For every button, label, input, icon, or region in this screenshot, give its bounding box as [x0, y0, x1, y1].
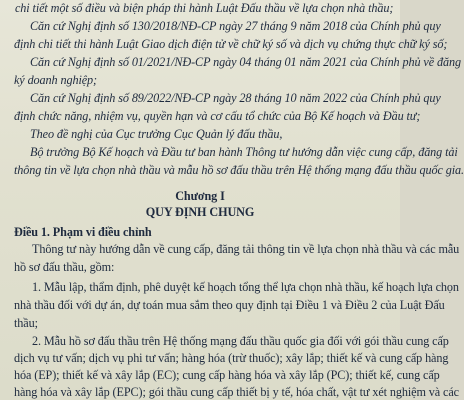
preamble-line: Theo đề nghị của Cục trưởng Cục Quản lý đấu thầu, [30, 127, 283, 141]
preamble-line: Bộ trưởng Bộ Kế hoạch và Đầu tư ban hành Thông tư hướng dẫn việc cung cấp, đăng tải [30, 145, 458, 159]
preamble-line: định chi tiết thi hành Luật Giao dịch điện tử về chữ ký số và dịch vụ chứng thực chữ ký số; [14, 37, 448, 51]
preamble-line: thông tin về lựa chọn nhà thầu và mẫu hồ sơ đấu thầu trên Hệ thống mạng đấu thầu quốc gia. [14, 163, 464, 177]
article-line: hàng hóa và xây lắp (EPC); gói thầu cung cấp thiết bị y tế, hóa chất, vật tư xét nghiệm và các [14, 385, 459, 399]
article-line: 1. Mẫu lập, thẩm định, phê duyệt kế hoạch tổng thể lựa chọn nhà thầu, kế hoạch lựa chọn [32, 280, 459, 294]
article-line: hóa (EP); thiết kế và xây lắp (EC); cung cấp hàng hóa và xây lắp (PC); thiết kế, cung cấp [14, 368, 440, 382]
article-line: dịch vụ tư vấn; dịch vụ phi tư vấn; hàng hóa (trừ thuốc); xây lắp; thiết kế và cung cấp hàng [14, 351, 449, 365]
chapter-title: QUY ĐỊNH CHUNG [145, 205, 255, 219]
preamble-line: chi tiết một số điều và biện pháp thi hành Luật Đấu thầu về lựa chọn nhà thầu; [15, 1, 394, 15]
article-line: thầu; [14, 316, 38, 330]
preamble-line: Căn cứ Nghị định số 01/2021/NĐ-CP ngày 04 tháng 01 năm 2021 của Chính phủ về đăng [30, 55, 461, 69]
article-line: 2. Mẫu hồ sơ đấu thầu trên Hệ thống mạng đấu thầu quốc gia đối với gói thầu cung cấp [32, 334, 449, 348]
preamble-line: Căn cứ Nghị định số 130/2018/NĐ-CP ngày 27 tháng 9 năm 2018 của Chính phủ quy [30, 19, 441, 33]
chapter-number: Chương I [175, 189, 225, 203]
article-line: Thông tư này hướng dẫn về cung cấp, đăng tải thông tin về lựa chọn nhà thầu và các mẫu [32, 242, 460, 256]
preamble-line: Căn cứ Nghị định số 89/2022/NĐ-CP ngày 28 tháng 10 năm 2022 của Chính phủ quy [30, 91, 441, 105]
preamble-line: định chức năng, nhiệm vụ, quyền hạn và cơ cấu tổ chức của Bộ Kế hoạch và Đầu tư; [14, 109, 421, 123]
article-line: hồ sơ đấu thầu, gồm: [14, 260, 115, 274]
preamble-line: ký doanh nghiệp; [14, 73, 98, 87]
article-heading: Điều 1. Phạm vi điều chỉnh [14, 225, 152, 239]
article-line: nhà thầu đối với dự án, dự toán mua sắm theo quy định tại Điều 1 và Điều 2 của Luật Đấu [14, 298, 445, 312]
